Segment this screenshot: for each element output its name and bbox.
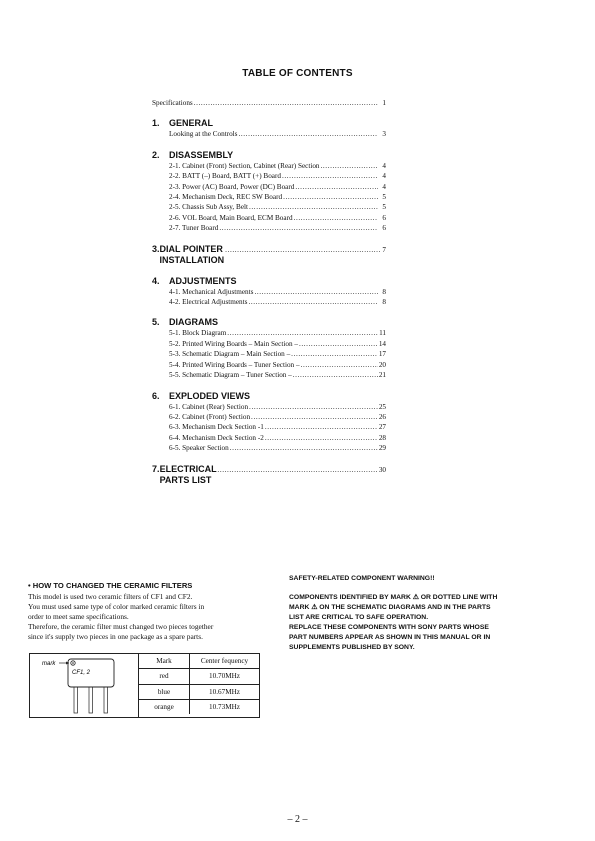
toc-section — [152, 118, 386, 139]
dot-leader — [321, 161, 378, 171]
toc-entry[interactable] — [152, 402, 386, 412]
safety-line: MARK ⚠ ON THE SCHEMATIC DIAGRAMS AND IN THE PARTS — [289, 604, 491, 611]
dot-leader — [238, 129, 378, 139]
dot-leader — [230, 443, 378, 453]
toc-page-number: 4 — [382, 172, 386, 181]
toc-entry[interactable] — [152, 339, 386, 349]
dot-leader — [219, 223, 378, 233]
table-cell: blue — [139, 684, 190, 699]
toc-entry-label: 6-5. Speaker Section — [169, 444, 229, 453]
toc-entry[interactable] — [152, 422, 386, 432]
toc-section — [152, 464, 386, 486]
ceramic-filter-figure — [30, 654, 139, 717]
toc-sections — [152, 118, 386, 485]
toc-page-number: 30 — [378, 465, 386, 474]
toc-entry-label: 5-3. Schematic Diagram – Main Section – — [169, 350, 291, 359]
toc-entry-label: 2-5. Chassis Sub Assy, Belt — [169, 203, 249, 212]
filter-lead — [89, 687, 93, 713]
ceramic-filter-text — [28, 592, 293, 642]
section-number: 4. — [152, 275, 160, 286]
safety-warning — [289, 575, 539, 653]
toc-entry[interactable] — [152, 171, 386, 181]
dot-leader — [283, 192, 378, 202]
dot-leader — [265, 433, 378, 443]
toc-page-number: 11 — [379, 329, 386, 338]
toc-section-heading[interactable] — [152, 244, 386, 266]
section-number: 7. — [152, 463, 160, 474]
ceramic-line: since it's supply two pieces in one package as a spare parts. — [28, 632, 203, 641]
dot-leader — [217, 465, 377, 476]
toc-entry[interactable] — [152, 192, 386, 202]
toc-entry-label: 4-2. Electrical Adjustments — [169, 298, 248, 307]
ceramic-filter-diagram — [30, 654, 138, 717]
dot-leader — [225, 245, 381, 256]
toc-entry-label: 2-4. Mechanism Deck, REC SW Board — [169, 193, 283, 202]
toc-section — [152, 150, 386, 234]
part-label: CF1, 2 — [72, 670, 91, 676]
section-title: DISASSEMBLY — [169, 149, 234, 160]
toc-entry[interactable] — [152, 443, 386, 453]
toc-page-number: 28 — [378, 433, 386, 442]
toc-page-number: 5 — [382, 203, 386, 212]
toc-section-heading[interactable] — [152, 118, 386, 129]
section-number: 1. — [152, 118, 160, 129]
toc-section — [152, 317, 386, 380]
section-number: 5. — [152, 317, 160, 328]
dot-leader — [265, 422, 378, 432]
toc-entry[interactable] — [152, 433, 386, 443]
table-header: Center fequency — [190, 654, 260, 669]
dot-leader — [251, 412, 378, 422]
table-cell: 10.67MHz — [190, 684, 260, 699]
toc-entry-label: 6-4. Mechanism Deck Section -2 — [169, 433, 264, 442]
toc-section-heading[interactable] — [152, 464, 386, 486]
toc-entry[interactable] — [152, 129, 386, 139]
toc-entry-label: 5-1. Block Diagram — [169, 329, 227, 338]
toc-page-number: 17 — [378, 350, 386, 359]
toc-entry-label: Specifications — [152, 99, 193, 107]
section-title: DIAGRAMS — [169, 317, 218, 328]
dot-leader — [194, 98, 378, 108]
dot-leader — [291, 349, 378, 359]
section-title: EXPLODED VIEWS — [169, 390, 251, 401]
toc-entry[interactable] — [152, 213, 386, 223]
ceramic-line: order to meet same specifications. — [28, 612, 129, 621]
toc-entry-label: 5-5. Schematic Diagram – Tuner Section – — [169, 371, 292, 380]
toc-entry[interactable] — [152, 161, 386, 171]
toc-entry-label: 2-1. Cabinet (Front) Section, Cabinet (Rear) Section — [169, 161, 320, 170]
ceramic-filter-heading: • HOW TO CHANGED THE CERAMIC FILTERS — [28, 581, 193, 590]
toc-entry[interactable] — [152, 370, 386, 380]
dot-leader — [293, 370, 378, 380]
frequency-table — [139, 654, 259, 714]
toc-page-number: 6 — [382, 224, 386, 233]
toc-entry-label: 2-7. Tuner Board — [169, 224, 219, 233]
dot-leader — [248, 297, 378, 307]
filter-lead — [74, 687, 78, 713]
filter-lead — [104, 687, 108, 713]
table-header-row — [139, 654, 259, 669]
toc-entry[interactable] — [152, 202, 386, 212]
table-cell: orange — [139, 699, 190, 714]
table-header: Mark — [139, 654, 190, 669]
table-row — [139, 669, 259, 684]
section-title: GENERAL — [169, 118, 214, 129]
toc-page-number: 20 — [378, 360, 386, 369]
toc-page-number: 3 — [382, 130, 386, 139]
toc-entry[interactable] — [152, 412, 386, 422]
ceramic-filter-table — [29, 653, 260, 718]
toc-page-number: 5 — [382, 193, 386, 202]
ceramic-line: This model is used two ceramic filters of CF1 and CF2. — [28, 592, 193, 601]
toc-title: TABLE OF CONTENTS — [242, 68, 353, 79]
ceramic-line: Therefore, the ceramic filter must changed two pieces together — [28, 622, 214, 631]
toc-entry-label: 5-4. Printed Wiring Boards – Tuner Section – — [169, 360, 300, 369]
toc-page-number: 27 — [378, 423, 386, 432]
section-title: DIAL POINTER INSTALLATION — [159, 243, 225, 265]
dot-leader — [227, 328, 378, 338]
safety-heading: SAFETY-RELATED COMPONENT WARNING!! — [289, 575, 435, 582]
toc-entry[interactable] — [152, 360, 386, 370]
toc-entry[interactable] — [152, 223, 386, 233]
toc-page-number: 26 — [378, 412, 386, 421]
safety-line: COMPONENTS IDENTIFIED BY MARK ⚠ OR DOTTED LINE WITH — [289, 594, 498, 601]
dot-leader — [249, 202, 378, 212]
section-number: 6. — [152, 390, 160, 401]
safety-line: REPLACE THESE COMPONENTS WITH SONY PARTS WHOSE — [289, 624, 489, 631]
toc-entry-label: 2-2. BATT (–) Board, BATT (+) Board — [169, 172, 281, 181]
toc-entry-specifications[interactable] — [152, 98, 386, 108]
toc-entry-label: 4-1. Mechanical Adjustments — [169, 287, 254, 296]
page-number: – 2 – — [287, 814, 308, 825]
dot-leader — [299, 339, 378, 349]
toc-section-heading[interactable] — [152, 317, 386, 328]
toc-page-number: 4 — [382, 161, 386, 170]
table-cell: red — [139, 669, 190, 684]
toc-page-number: 14 — [378, 339, 386, 348]
toc-entry[interactable] — [152, 328, 386, 338]
ceramic-filter-note — [28, 581, 293, 642]
toc-page-number: 4 — [382, 182, 386, 191]
toc-entry[interactable] — [152, 349, 386, 359]
safety-line: SUPPLEMENTS PUBLISHED BY SONY. — [289, 644, 415, 651]
dot-leader — [282, 171, 378, 181]
toc-entry[interactable] — [152, 287, 386, 297]
section-number: 2. — [152, 149, 160, 160]
toc-section — [152, 244, 386, 266]
table-cell: 10.70MHz — [190, 669, 260, 684]
toc-page-number: 8 — [382, 287, 386, 296]
toc-section — [152, 391, 386, 454]
toc-section-heading[interactable] — [152, 276, 386, 287]
toc-page-number: 21 — [378, 371, 386, 380]
dot-leader — [301, 360, 378, 370]
toc-entry[interactable] — [152, 297, 386, 307]
toc-entry[interactable] — [152, 182, 386, 192]
toc-section — [152, 276, 386, 308]
toc-entry-label: 2-3. Power (AC) Board, Power (DC) Board — [169, 182, 295, 191]
toc-page-number: 7 — [382, 245, 386, 254]
safety-text — [289, 593, 539, 653]
dot-leader — [249, 402, 378, 412]
toc-entry-label: 6-2. Cabinet (Front) Section — [169, 412, 251, 421]
toc-entry-label: 6-1. Cabinet (Rear) Section — [169, 402, 249, 411]
dot-leader — [294, 213, 378, 223]
toc-page-number: 6 — [382, 213, 386, 222]
section-title: ELECTRICAL PARTS LIST — [159, 463, 217, 485]
table-row — [139, 684, 259, 699]
table-cell: 10.73MHz — [190, 699, 260, 714]
safety-line: PART NUMBERS APPEAR AS SHOWN IN THIS MANUAL OR IN — [289, 634, 491, 641]
toc-page-number: 25 — [378, 402, 386, 411]
toc-section-heading[interactable] — [152, 391, 386, 402]
toc-section-heading[interactable] — [152, 150, 386, 161]
toc-entry-label: 2-6. VOL Board, Main Board, ECM Board — [169, 213, 293, 222]
safety-line: LIST ARE CRITICAL TO SAFE OPERATION. — [289, 614, 429, 621]
toc-page-number: 8 — [382, 298, 386, 307]
toc-page-number: 1 — [382, 99, 386, 107]
mark-label: mark — [42, 661, 56, 667]
toc-entry-label: 6-3. Mechanism Deck Section -1 — [169, 423, 264, 432]
dot-leader — [295, 182, 378, 192]
toc-entry-label: 5-2. Printed Wiring Boards – Main Section – — [169, 339, 298, 348]
dot-leader — [254, 287, 378, 297]
toc-entry-label: Looking at the Controls — [169, 130, 238, 139]
ceramic-line: You must used same type of color marked ceramic filters in — [28, 602, 205, 611]
section-title: ADJUSTMENTS — [169, 275, 237, 286]
toc-page-number: 29 — [378, 444, 386, 453]
section-number: 3. — [152, 243, 160, 254]
table-row — [139, 699, 259, 714]
table-of-contents — [152, 98, 386, 486]
